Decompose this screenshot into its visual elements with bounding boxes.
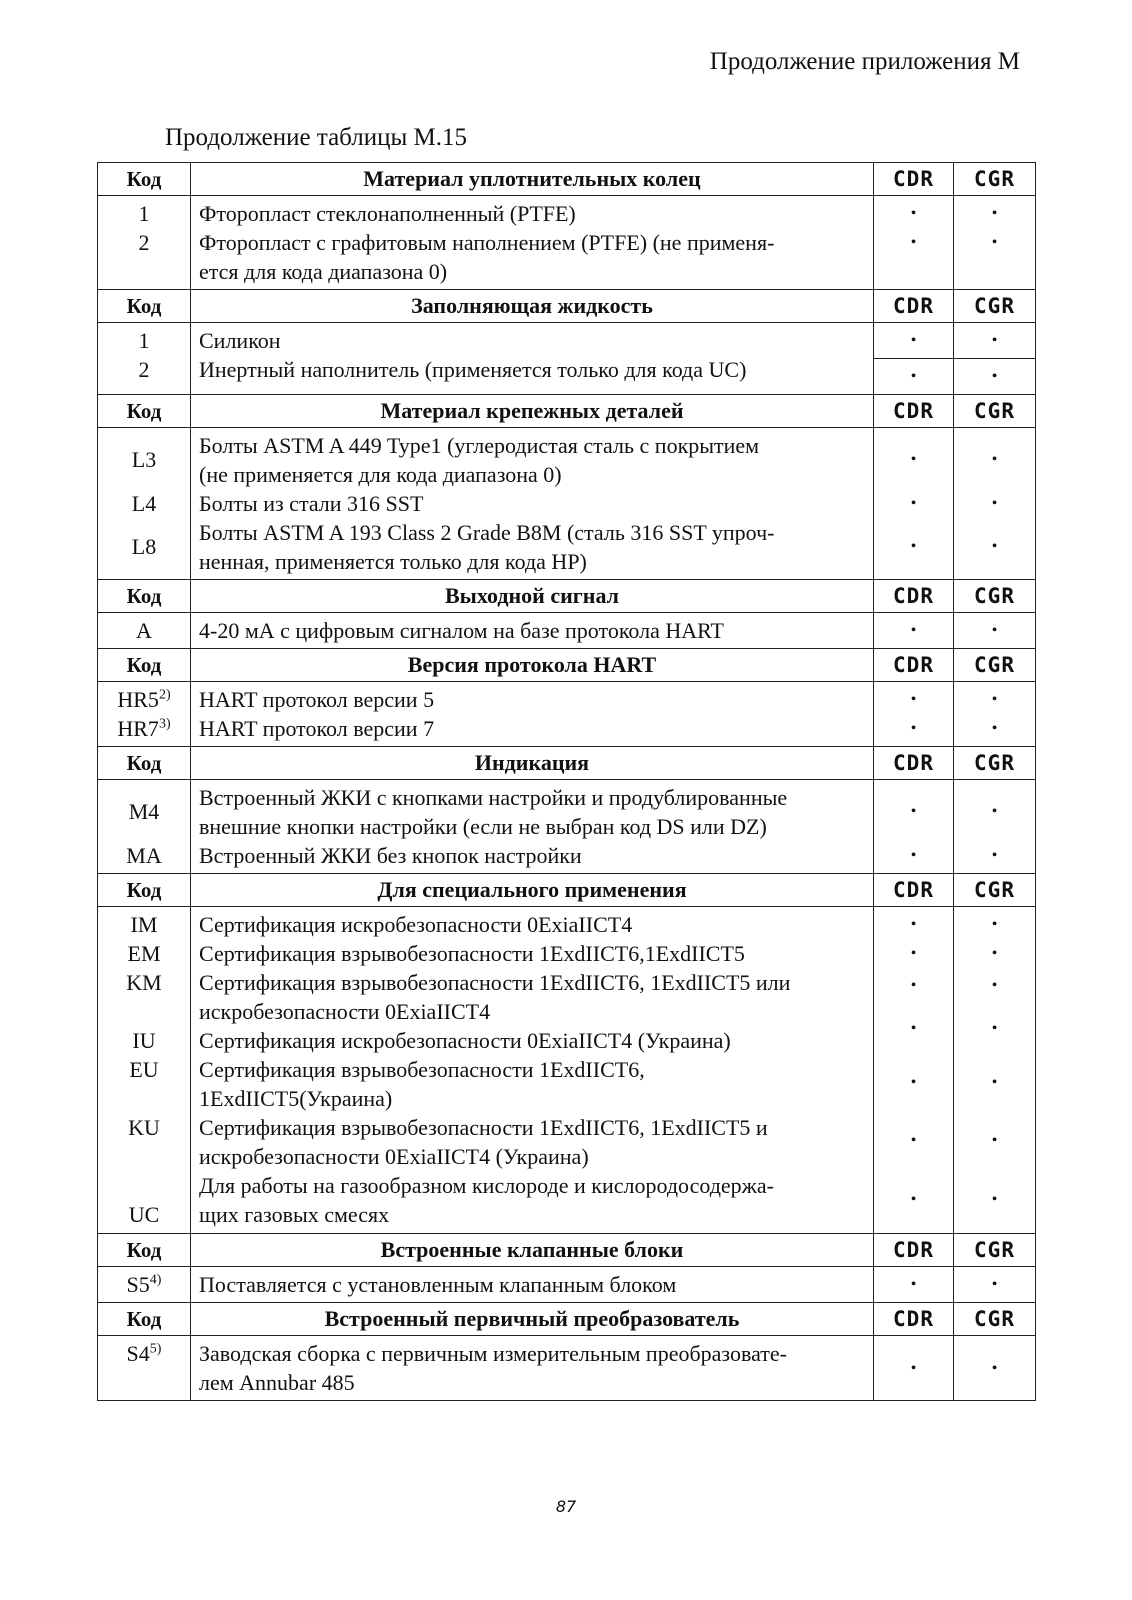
cdr-cell (874, 196, 954, 290)
cdr-column-header: CDR (874, 1234, 954, 1267)
cdr-cell (874, 359, 954, 395)
cdr-cell (874, 428, 954, 580)
cdr-column-header: CDR (874, 580, 954, 613)
option-description: Встроенный ЖКИ без кнопок настройки (199, 843, 582, 868)
bullet-mark: • (910, 538, 917, 555)
bullet-mark: • (991, 1074, 998, 1091)
description-cell (191, 196, 874, 290)
cgr-column-header: CGR (954, 395, 1036, 428)
option-description: внешние кнопки настройки (если не выбран код DS или DZ) (199, 814, 767, 839)
description-cell (191, 780, 874, 874)
code-column-header: Код (98, 290, 191, 323)
section-title: Заполняющая жидкость (191, 290, 874, 323)
cgr-column-header: CGR (954, 747, 1036, 780)
section-title: Версия протокола HART (191, 649, 874, 682)
bullet-mark: • (910, 916, 917, 933)
option-description: Сертификация взрывобезопасности 1ExdIICT6, 1ExdIICT5 или (199, 970, 791, 995)
option-description: 1ExdIICT5(Украина) (199, 1086, 393, 1111)
cdr-column-header: CDR (874, 163, 954, 196)
cgr-cell (954, 613, 1036, 649)
option-code (106, 685, 182, 714)
option-code (98, 1267, 191, 1303)
footnote-ref: 3) (158, 716, 171, 732)
code-column-header: Код (98, 1303, 191, 1336)
bullet-mark: • (910, 977, 917, 994)
description-cell (191, 1336, 874, 1401)
option-code: L4 (131, 491, 157, 516)
option-code (98, 1336, 191, 1401)
bullet-mark: • (991, 1132, 998, 1149)
cgr-cell (954, 196, 1036, 290)
page-number: 87 (555, 1497, 577, 1516)
section-header (98, 395, 1036, 428)
bullet-mark: • (910, 1132, 917, 1149)
bullet-mark: • (991, 622, 998, 639)
cgr-cell (954, 1336, 1036, 1401)
cgr-column-header: CGR (954, 163, 1036, 196)
bullet-mark: • (910, 847, 917, 864)
option-description: HART протокол версии 5 (199, 687, 435, 712)
bullet-mark: • (991, 205, 998, 222)
code-cell (98, 682, 191, 747)
section-header (98, 649, 1036, 682)
option-description: Заводская сборка с первичным измерительным преобразовате- (199, 1341, 787, 1366)
section-title: Индикация (191, 747, 874, 780)
option-description: Болты ASTM A 193 Class 2 Grade B8M (сталь 316 SST упроч- (199, 520, 775, 545)
cgr-column-header: CGR (954, 874, 1036, 907)
bullet-mark: • (991, 234, 998, 251)
cdr-column-header: CDR (874, 395, 954, 428)
option-description: Встроенный ЖКИ с кнопками настройки и продублированные (199, 785, 788, 810)
cgr-cell (954, 323, 1036, 359)
cgr-column-header: CGR (954, 290, 1036, 323)
cdr-cell (874, 780, 954, 874)
cgr-cell (954, 1267, 1036, 1303)
footnote-ref: 5) (149, 1341, 162, 1357)
bullet-mark: • (910, 1276, 917, 1293)
spacer (106, 1142, 182, 1171)
bullet-mark: • (910, 1074, 917, 1091)
cdr-cell (874, 1336, 954, 1401)
description-cell (191, 907, 874, 1234)
option-code: EU (129, 1057, 159, 1082)
bullet-mark: • (910, 945, 917, 962)
option-code: IM (130, 912, 158, 937)
bullet-mark: • (991, 1020, 998, 1037)
cgr-column-header: CGR (954, 580, 1036, 613)
option-code: KU (128, 1115, 160, 1140)
code-cell (98, 323, 191, 395)
table-row (98, 1267, 1036, 1303)
option-description: ется для кода диапазона 0) (199, 259, 448, 284)
bullet-mark: • (991, 847, 998, 864)
option-code: 1 (138, 328, 150, 353)
cgr-cell (954, 907, 1036, 1234)
bullet-mark: • (910, 803, 917, 820)
code-cell (98, 428, 191, 580)
option-code: 2 (138, 230, 150, 255)
table-row (98, 428, 1036, 580)
section-header (98, 580, 1036, 613)
bullet-mark: • (991, 977, 998, 994)
bullet-mark: • (910, 234, 917, 251)
code-cell (98, 196, 191, 290)
bullet-mark: • (991, 1359, 998, 1377)
option-description: Болты из стали 316 SST (199, 491, 424, 516)
bullet-mark: • (991, 368, 998, 385)
cdr-cell (874, 323, 954, 359)
footnote-ref: 2) (158, 687, 171, 703)
bullet-mark: • (910, 368, 917, 385)
option-description: щих газовых смесях (199, 1202, 390, 1227)
option-description: Болты ASTM A 449 Type1 (углеродистая сталь с покрытием (199, 433, 760, 458)
section-title: Материал крепежных деталей (191, 395, 874, 428)
cgr-cell (954, 780, 1036, 874)
option-code: MA (126, 843, 162, 868)
option-description: 4-20 мА с цифровым сигналом на базе протокола HART (191, 613, 874, 649)
table-row (98, 1336, 1036, 1401)
option-code: IU (132, 1028, 156, 1053)
option-code (106, 714, 182, 743)
cdr-column-header: CDR (874, 290, 954, 323)
option-description: Силикон (199, 328, 281, 353)
option-code: A (98, 613, 191, 649)
spacer (106, 1084, 182, 1113)
cdr-cell (874, 907, 954, 1234)
table-row (98, 323, 1036, 359)
option-description: (не применяется для кода диапазона 0) (199, 462, 562, 487)
cgr-column-header: CGR (954, 1303, 1036, 1336)
option-description: Сертификация взрывобезопасности 1ExdIICT6, 1ExdIICT5 и (199, 1115, 768, 1140)
table-row (98, 907, 1036, 1234)
section-header (98, 1234, 1036, 1267)
cgr-cell (954, 682, 1036, 747)
cgr-column-header: CGR (954, 1234, 1036, 1267)
description-cell (191, 323, 874, 395)
footnote-ref: 4) (149, 1272, 162, 1288)
option-description: ненная, применяется только для кода HP) (199, 549, 587, 574)
table-row (98, 196, 1036, 290)
description-cell (191, 682, 874, 747)
description-cell (191, 428, 874, 580)
bullet-mark: • (991, 916, 998, 933)
option-description: Фторопласт с графитовым наполнением (PTFE) (не применя- (199, 230, 775, 255)
section-title: Для специального применения (191, 874, 874, 907)
option-description: Поставляется с установленным клапанным блоком (191, 1267, 874, 1303)
option-description: HART протокол версии 7 (199, 716, 435, 741)
bullet-mark: • (910, 205, 917, 222)
code-text: S4 (126, 1341, 150, 1366)
option-description: искробезопасности 0ExiaIICT4 (199, 999, 491, 1024)
bullet-mark: • (991, 538, 998, 555)
bullet-mark: • (991, 332, 998, 349)
bullet-mark: • (991, 1191, 998, 1208)
bullet-mark: • (910, 332, 917, 349)
bullet-mark: • (991, 451, 998, 468)
bullet-mark: • (910, 691, 917, 708)
option-code: 1 (138, 201, 150, 226)
cgr-cell (954, 359, 1036, 395)
option-code: M4 (128, 799, 160, 824)
cdr-cell (874, 1267, 954, 1303)
cdr-cell (874, 613, 954, 649)
code-column-header: Код (98, 874, 191, 907)
cdr-column-header: CDR (874, 649, 954, 682)
code-cell (98, 780, 191, 874)
code-column-header: Код (98, 747, 191, 780)
spacer (106, 997, 182, 1026)
section-title: Выходной сигнал (191, 580, 874, 613)
code-column-header: Код (98, 395, 191, 428)
bullet-mark: • (991, 495, 998, 512)
code-column-header: Код (98, 1234, 191, 1267)
cdr-column-header: CDR (874, 1303, 954, 1336)
option-description: Инертный наполнитель (применяется только для кода UC) (199, 357, 747, 382)
option-code: L8 (131, 534, 157, 559)
table-row (98, 780, 1036, 874)
cdr-cell (874, 682, 954, 747)
table-caption: Продолжение таблицы М.15 (165, 124, 468, 151)
option-description: Сертификация взрывобезопасности 1ExdIICT6, (199, 1057, 645, 1082)
table-row (98, 613, 1036, 649)
spacer (106, 1171, 182, 1200)
code-text: HR5 (117, 687, 159, 712)
bullet-mark: • (910, 1020, 917, 1037)
section-title: Материал уплотнительных колец (191, 163, 874, 196)
cdr-column-header: CDR (874, 874, 954, 907)
option-description: Сертификация взрывобезопасности 1ExdIICT6,1ExdIICT5 (199, 941, 745, 966)
table-row (98, 682, 1036, 747)
bullet-mark: • (991, 720, 998, 737)
page-header: Продолжение приложения М (709, 48, 1020, 75)
bullet-mark: • (991, 803, 998, 820)
code-column-header: Код (98, 163, 191, 196)
bullet-mark: • (910, 622, 917, 639)
cgr-cell (954, 428, 1036, 580)
bullet-mark: • (991, 1276, 998, 1293)
bullet-mark: • (910, 495, 917, 512)
option-description: Фторопласт стеклонаполненный (PTFE) (199, 201, 576, 226)
bullet-mark: • (910, 720, 917, 737)
section-header (98, 163, 1036, 196)
code-cell (98, 907, 191, 1234)
code-text: S5 (126, 1272, 150, 1297)
option-description: Для работы на газообразном кислороде и кислородосодержа- (199, 1173, 774, 1198)
code-column-header: Код (98, 580, 191, 613)
section-title: Встроенный первичный преобразователь (191, 1303, 874, 1336)
option-description: Сертификация искробезопасности 0ExiaIICT4 (Украина) (199, 1028, 731, 1053)
option-description: Сертификация искробезопасности 0ExiaIICT4 (199, 912, 633, 937)
bullet-mark: • (910, 1191, 917, 1208)
code-column-header: Код (98, 649, 191, 682)
bullet-mark: • (910, 451, 917, 468)
option-code: UC (128, 1202, 160, 1227)
option-code: 2 (138, 357, 150, 382)
section-header (98, 290, 1036, 323)
code-text: HR7 (117, 716, 159, 741)
section-header (98, 1303, 1036, 1336)
bullet-mark: • (910, 1359, 917, 1377)
bullet-mark: • (991, 691, 998, 708)
option-code: L3 (131, 447, 157, 472)
cgr-column-header: CGR (954, 649, 1036, 682)
cdr-column-header: CDR (874, 747, 954, 780)
options-table (97, 162, 1036, 1401)
bullet-mark: • (991, 945, 998, 962)
option-code: KM (126, 970, 162, 995)
option-code: EM (127, 941, 161, 966)
section-header (98, 747, 1036, 780)
section-title: Встроенные клапанные блоки (191, 1234, 874, 1267)
section-header (98, 874, 1036, 907)
option-description: искробезопасности 0ExiaIICT4 (Украина) (199, 1144, 589, 1169)
option-description: лем Annubar 485 (199, 1370, 355, 1395)
